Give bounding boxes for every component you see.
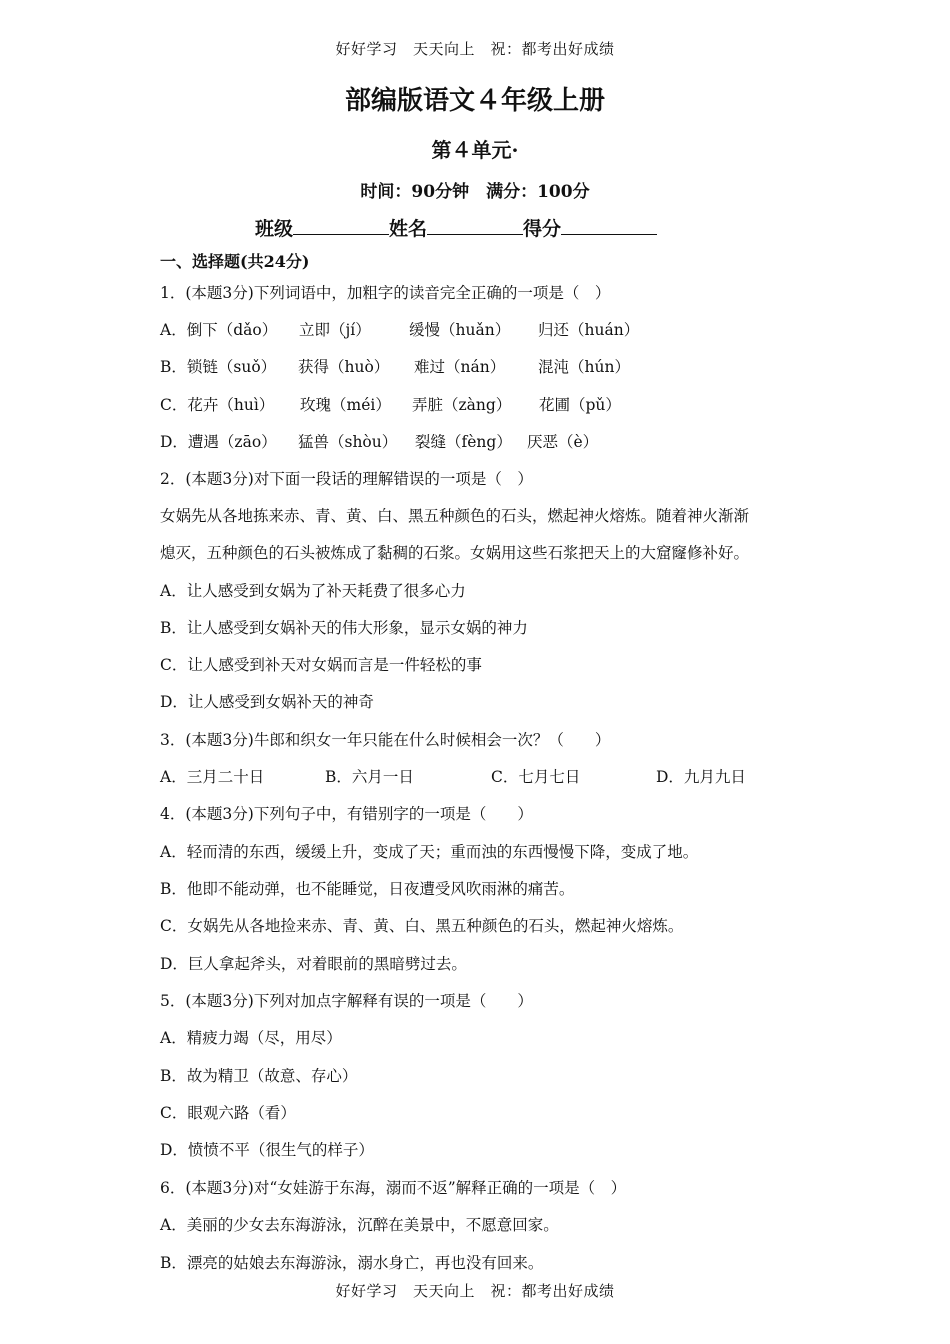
name-label: 姓名 — [389, 218, 428, 240]
question-3-option-c: C．七月七日 — [491, 768, 581, 786]
question-4-option-b: B．他即不能动弹，也不能睡觉，日夜遭受风吹雨淋的痛苦。 — [160, 880, 575, 898]
q1-c-word1: C．花卉（huì） — [160, 396, 275, 414]
page-footer: 好好学习 天天向上 祝：都考出好成绩 — [335, 1282, 615, 1300]
name-blank[interactable] — [427, 216, 523, 235]
q1-d-word1: D．遭遇（zāo） — [160, 433, 277, 451]
unit-title: 第４单元· — [431, 138, 519, 162]
question-5-stem: 5．(本题3分)下列对加点字解释有误的一项是（ ） — [160, 992, 533, 1010]
question-5-option-a: A．精疲力竭（尽，用尽） — [160, 1029, 342, 1047]
class-label: 班级 — [255, 218, 294, 240]
q1-b-word2: 获得（huò） — [298, 358, 390, 376]
question-6-option-b: B．漂亮的姑娘去东海游泳，溺水身亡，再也没有回来。 — [160, 1254, 544, 1272]
q1-b-word1: B．锁链（suǒ） — [160, 358, 277, 376]
score-label: 得分 — [523, 218, 562, 240]
section-heading: 一、选择题(共24分) — [160, 252, 310, 271]
question-3-option-a: A．三月二十日 — [160, 768, 265, 786]
q1-d-word3: 裂缝（fèng） — [415, 433, 512, 451]
question-2-option-c: C．让人感受到补天对女娲而言是一件轻松的事 — [160, 656, 482, 674]
question-2-passage-line1: 女娲先从各地拣来赤、青、黄、白、黑五种颜色的石头，燃起神火熔炼。随着神火渐渐 — [160, 507, 750, 525]
q1-c-word2: 玫瑰（méi） — [300, 396, 391, 414]
page-header: 好好学习 天天向上 祝：都考出好成绩 — [335, 40, 615, 58]
question-6-option-a: A．美丽的少女去东海游泳，沉醉在美景中，不愿意回家。 — [160, 1216, 559, 1234]
question-6-stem: 6．(本题3分)对“女娃游于东海，溺而不返”解释正确的一项是（ ） — [160, 1179, 627, 1197]
q1-a-word4: 归还（huán） — [538, 321, 640, 339]
question-2-option-b: B．让人感受到女娲补天的伟大形象，显示女娲的神力 — [160, 619, 528, 637]
question-1-stem: 1．(本题3分)下列词语中，加粗字的读音完全正确的一项是（ ） — [160, 284, 611, 302]
question-3-option-b: B．六月一日 — [325, 768, 414, 786]
q1-b-word3: 难过（nán） — [414, 358, 506, 376]
question-2-passage-line2: 熄灭，五种颜色的石头被炼成了黏稠的石浆。女娲用这些石浆把天上的大窟窿修补好。 — [160, 544, 750, 562]
question-5-option-d: D．愤愤不平（很生气的样子） — [160, 1141, 374, 1159]
q1-a-word2: 立即（jí） — [299, 321, 371, 339]
question-2-option-a: A．让人感受到女娲为了补天耗费了很多心力 — [160, 582, 466, 600]
q1-b-word4: 混沌（hún） — [538, 358, 630, 376]
question-4-option-d: D．巨人拿起斧头，对着眼前的黑暗劈过去。 — [160, 955, 467, 973]
q1-a-word3: 缓慢（huǎn） — [409, 321, 511, 339]
question-2-stem: 2．(本题3分)对下面一段话的理解错误的一项是（ ） — [160, 470, 533, 488]
question-3-option-d: D．九月九日 — [656, 768, 746, 786]
question-2-option-d: D．让人感受到女娲补天的神奇 — [160, 693, 374, 711]
q1-d-word4: 厌恶（è） — [527, 433, 599, 451]
question-4-stem: 4．(本题3分)下列句子中，有错别字的一项是（ ） — [160, 805, 533, 823]
question-5-option-b: B．故为精卫（故意、存心） — [160, 1067, 358, 1085]
question-4-option-c: C．女娲先从各地捡来赤、青、黄、白、黑五种颜色的石头，燃起神火熔炼。 — [160, 917, 684, 935]
q1-c-word4: 花圃（pǔ） — [539, 396, 621, 414]
q1-c-word3: 弄脏（zàng） — [412, 396, 512, 414]
q1-d-word2: 猛兽（shòu） — [298, 433, 398, 451]
class-blank[interactable] — [293, 216, 389, 235]
document-title: 部编版语文４年级上册 — [344, 86, 605, 116]
question-3-stem: 3．(本题3分)牛郎和织女一年只能在什么时候相会一次？（ ） — [160, 731, 611, 749]
student-info-line — [255, 214, 657, 241]
question-4-option-a: A．轻而清的东西，缓缓上升，变成了天；重而浊的东西慢慢下降，变成了地。 — [160, 843, 699, 861]
q1-a-word1: A．倒下（dǎo） — [160, 321, 278, 339]
question-5-option-c: C．眼观六路（看） — [160, 1104, 296, 1122]
time-score-info: 时间：90分钟 满分：100分 — [360, 182, 590, 202]
score-blank[interactable] — [561, 216, 657, 235]
